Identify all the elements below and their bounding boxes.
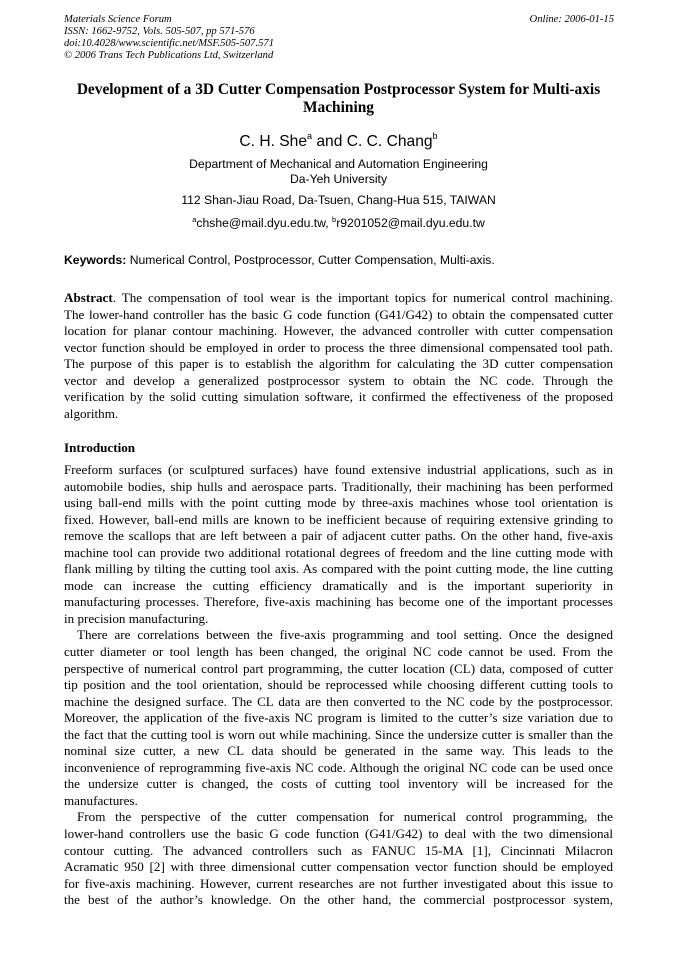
body-line: manufacturing processes. Therefore, five-axis machining has become one of the important processes bbox=[64, 594, 613, 610]
copyright-line: © 2006 Trans Tech Publications Ltd, Switzerland bbox=[64, 50, 274, 61]
email-line bbox=[64, 216, 613, 231]
body-line: perspective of numerical control part programming, the cutter location (CL) data, composed of cutter bbox=[64, 660, 613, 676]
online-date: Online: 2006-01-15 bbox=[529, 14, 614, 25]
author-2-affil-mark: b bbox=[432, 131, 438, 141]
body-line: manufactures. bbox=[64, 792, 138, 808]
author-1: C. H. She bbox=[239, 133, 308, 150]
abstract-line: location for planar contour machining. However, the advanced controller with cutter compensation bbox=[64, 323, 613, 339]
journal-name: Materials Science Forum bbox=[64, 14, 172, 25]
body-line: fixed. However, ball-end mills are known to be inefficient because of requiring extensive grinding to bbox=[64, 511, 613, 527]
author-2: C. C. Chang bbox=[346, 133, 433, 150]
body-line: in precision manufacturing. bbox=[64, 610, 209, 626]
email-a[interactable]: chshe@mail.dyu.edu.tw, bbox=[196, 216, 333, 230]
abstract-line: vector function should be employed in order to process the three dimensional compensated tool path. bbox=[64, 339, 613, 355]
abstract-line: The lower-hand controller has the basic G code function (G41/G42) to obtain the compensated cutter bbox=[64, 306, 613, 322]
body-line: nominal size cutter, a new CL data should be generated in the same way. This leads to the bbox=[64, 743, 613, 759]
body-line: using ball-end mills with the point cutting mode by three-axis machines whose tool orientation is bbox=[64, 495, 613, 511]
body-line: Freeform surfaces (or sculptured surfaces) have found extensive industrial applications, such as in bbox=[64, 462, 613, 477]
body-line: tip position and the tool orientation, should be reprocessed while choosing different cutting tools to bbox=[64, 677, 613, 693]
body-line: contour cutting. The advanced controllers such as FANUC 15-MA [1], Cincinnati Milacron bbox=[64, 842, 613, 858]
body-line: the fact that the cutting tool is worn out while machining. Since the undersize cutter is smaller than the bbox=[64, 726, 613, 742]
paper-title bbox=[64, 81, 613, 117]
abstract-section bbox=[64, 290, 613, 422]
body-line: Moreover, the application of the five-axis NC program is limited to the cutter’s size variation due to bbox=[64, 710, 613, 726]
body-line: lower-hand controllers use the basic G code function (G41/G42) to deal with the two dimensional bbox=[64, 826, 613, 842]
abstract-line: verification by the solid cutting simulation software, it confirmed the effectiveness of the proposed bbox=[64, 389, 613, 405]
issn-line: ISSN: 1662-9752, Vols. 505-507, pp 571-576 bbox=[64, 26, 255, 37]
journal-header bbox=[64, 14, 274, 62]
author-conjunction: and bbox=[312, 133, 347, 150]
body-line: remove the scallops that are left between a pair of adjacent cutter paths. On the other hand, five-axis bbox=[64, 528, 613, 544]
body-line: flank milling by tilting the cutting tool axis. As compared with the point cutting mode, the line cutting bbox=[64, 561, 613, 577]
title-line-2: Machining bbox=[303, 99, 374, 116]
author-1-affil-mark: a bbox=[307, 131, 313, 141]
body-line: mode can increase the cutting efficiency dramatically and is the important superiority in bbox=[64, 577, 613, 593]
body-line: automobile bodies, ship hulls and aerospace parts. Traditionally, their machining has been performed bbox=[64, 478, 613, 494]
email-b[interactable]: r9201052@mail.dyu.edu.tw bbox=[336, 216, 485, 230]
body-line: for five-axis machining. However, current researches are not further investigated about this issue to bbox=[64, 875, 613, 891]
keywords-label: Keywords: bbox=[64, 253, 127, 267]
abstract-line: The purpose of this paper is to establish the algorithm for calculating the 3D cutter compensation bbox=[64, 356, 613, 372]
department: Department of Mechanical and Automation Engineering bbox=[189, 157, 488, 171]
body-line: cutter diameter or tool length has been changed, the original NC code cannot be used. From the bbox=[64, 644, 613, 660]
affiliation-block bbox=[64, 157, 613, 187]
title-line-1: Development of a 3D Cutter Compensation Postprocessor System for Multi-axis bbox=[76, 81, 601, 98]
body-line: From the perspective of the cutter compensation for numerical control programming, the bbox=[77, 809, 613, 825]
abstract-line: Abstract. The compensation of tool wear is the important topics for numerical control machining. bbox=[64, 290, 613, 305]
university: Da-Yeh University bbox=[289, 172, 388, 186]
body-line: machine tool can provide two additional rotational degrees of freedom and the line cutting mode with bbox=[64, 544, 613, 560]
body-line: Acramatic 950 [2] with three dimensional cutter compensation vector function should be employed bbox=[64, 859, 613, 875]
address: 112 Shan-Jiau Road, Da-Tsuen, Chang-Hua 515, TAIWAN bbox=[181, 193, 496, 207]
doi-line[interactable]: doi:10.4028/www.scientific.net/MSF.505-507.571 bbox=[64, 38, 274, 49]
email-a-mark: a bbox=[192, 215, 197, 224]
abstract-line: vector and develop a generalized postprocessor system to obtain the NC code. Through the bbox=[64, 372, 613, 388]
introduction-heading: Introduction bbox=[64, 440, 136, 455]
introduction-body bbox=[64, 462, 613, 909]
body-line: inconvenience of reprogramming five-axis NC code. Although the original NC code can be used once bbox=[64, 759, 613, 775]
author-list bbox=[64, 132, 613, 152]
keywords-text: Numerical Control, Postprocessor, Cutter Compensation, Multi-axis. bbox=[126, 253, 495, 267]
body-line: the best of the author’s knowledge. On the other hand, the commercial postprocessor system, bbox=[64, 892, 613, 908]
email-b-mark: b bbox=[332, 215, 337, 224]
body-line: machine the designed surface. The CL data are then converted to the NC code by the postprocessor. bbox=[64, 693, 613, 709]
abstract-label: Abstract bbox=[64, 290, 113, 305]
body-line: There are correlations between the five-axis programming and tool setting. Once the designed bbox=[77, 627, 613, 643]
keywords bbox=[64, 252, 613, 268]
abstract-line: algorithm. bbox=[64, 405, 119, 421]
body-line: the undersize cutter is changed, the costs of cutting tool inventory will be increased for the bbox=[64, 776, 613, 792]
